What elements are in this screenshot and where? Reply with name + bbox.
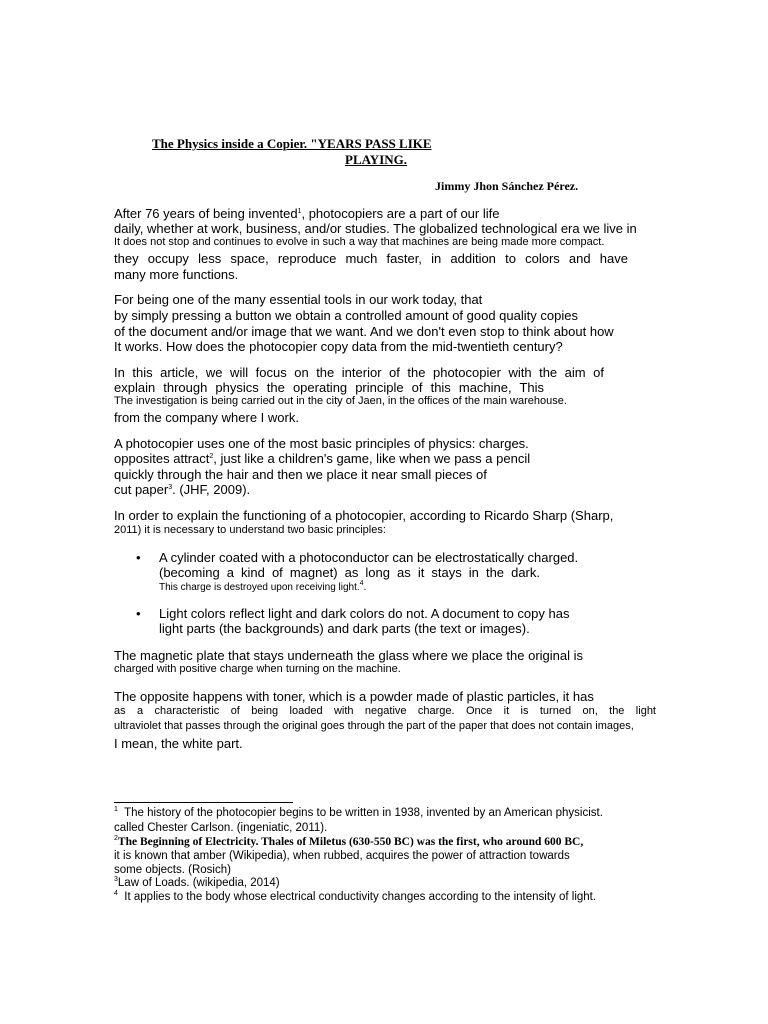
- footnote-2-line2: it is known that amber (Wikipedia), when rubbed, acquires the power of attraction towards: [114, 850, 570, 862]
- footnote-2-line3: some objects. (Rosich): [114, 864, 231, 876]
- footnote-1-line1: $^1$ The history of the photocopier begins to be written in 1938, invented by an American physicist.: [114, 806, 603, 819]
- para1-line5: many more functions.: [114, 267, 239, 282]
- footnote-1-line2: called Chester Carlson. (ingeniatic, 2011).: [114, 822, 328, 834]
- para5-line2: 2011) it is necessary to understand two basic principles:: [114, 524, 386, 536]
- para2-line2: by simply pressing a button we obtain a controlled amount of good quality copies: [114, 308, 578, 323]
- para3-line2: explain through physics the operating principle of this machine, This: [114, 380, 544, 395]
- para6-line1: The magnetic plate that stays underneath the glass where we place the original is: [114, 648, 583, 663]
- footnote-ref-4[interactable]: 4: [359, 580, 364, 587]
- para4-line4: cut paper$^3$. (JHF, 2009).: [114, 482, 251, 497]
- para4-line1: A photocopier uses one of the most basic principles of physics: charges.: [114, 436, 529, 451]
- title-text-2: PLAYING.: [345, 152, 408, 167]
- footnote-ref-3[interactable]: 3: [168, 484, 173, 491]
- para3-line3: The investigation is being carried out in the city of Jaen, in the offices of the main warehouse.: [114, 395, 567, 407]
- para4-line3: quickly through the hair and then we place it near small pieces of: [114, 467, 487, 482]
- para1-line4: they occupy less space, reproduce much faster, in addition to colors and have: [114, 251, 628, 266]
- bullet1-line2: (becoming a kind of magnet) as long as it stays in the dark.: [159, 565, 540, 580]
- bullet2-line2: light parts (the backgrounds) and dark parts (the text or images).: [159, 621, 530, 636]
- footnote-ref-1[interactable]: 1: [297, 208, 302, 215]
- footnote-separator: [114, 802, 293, 803]
- para7-line2: as a characteristic of being loaded with negative charge. Once it is turned on, the light: [114, 705, 656, 717]
- para7-line3: ultraviolet that passes through the original goes through the part of the paper that does not contain images,: [114, 720, 634, 732]
- footnote-ref-2[interactable]: 2: [209, 453, 214, 460]
- title-line-1: [152, 137, 626, 150]
- para3-line1: In this article, we will focus on the interior of the photocopier with the aim of: [114, 365, 604, 380]
- para6-line2: charged with positive charge when turning on the machine.: [114, 663, 401, 675]
- author-name: Jimmy Jhon Sánchez Pérez.: [435, 179, 579, 193]
- para3-line4: from the company where I work.: [114, 410, 299, 425]
- title-line-2: [345, 153, 435, 166]
- para7-line4: I mean, the white part.: [114, 736, 243, 751]
- para1-line2: daily, whether at work, business, and/or studies. The globalized technological era we live in: [114, 221, 637, 236]
- bullet1-line1: A cylinder coated with a photoconductor can be electrostatically charged.: [159, 550, 579, 565]
- bullet2-line1: Light colors reflect light and dark colors do not. A document to copy has: [159, 606, 570, 621]
- footnote-2-line1: $^2$The Beginning of Electricity. Thales of Miletus (630-550 BC) was the first, who around 600 BC,: [114, 835, 584, 848]
- bullet-marker-1: •: [136, 550, 141, 565]
- footnote-3: $^3$Law of Loads. (wikipedia, 2014): [114, 876, 280, 889]
- para5-line1: In order to explain the functioning of a photocopier, according to Ricardo Sharp (Sharp,: [114, 508, 614, 523]
- bullet1-line3: This charge is destroyed upon receiving light.$^4$.: [159, 580, 367, 593]
- para1-line3: It does not stop and continues to evolve in such a way that machines are being made more compact.: [114, 236, 605, 248]
- para7-line1: The opposite happens with toner, which is a powder made of plastic particles, it has: [114, 689, 594, 704]
- para2-line1: For being one of the many essential tools in our work today, that: [114, 292, 483, 307]
- para1-line1: After 76 years of being invented$^1$, photocopiers are a part of our life: [114, 206, 500, 221]
- para2-line4: It works. How does the photocopier copy data from the mid-twentieth century?: [114, 339, 563, 354]
- para2-line3: of the document and/or image that we want. And we don't even stop to think about how: [114, 324, 614, 339]
- footnote-4: $^4$ It applies to the body whose electrical conductivity changes according to the intensity of light.: [114, 890, 597, 903]
- para4-line2: opposites attract$^2$, just like a children's game, like when we pass a pencil: [114, 451, 531, 466]
- bullet-marker-2: •: [136, 606, 141, 621]
- title-text-1: The Physics inside a Copier. "YEARS PASS LIKE: [152, 136, 432, 151]
